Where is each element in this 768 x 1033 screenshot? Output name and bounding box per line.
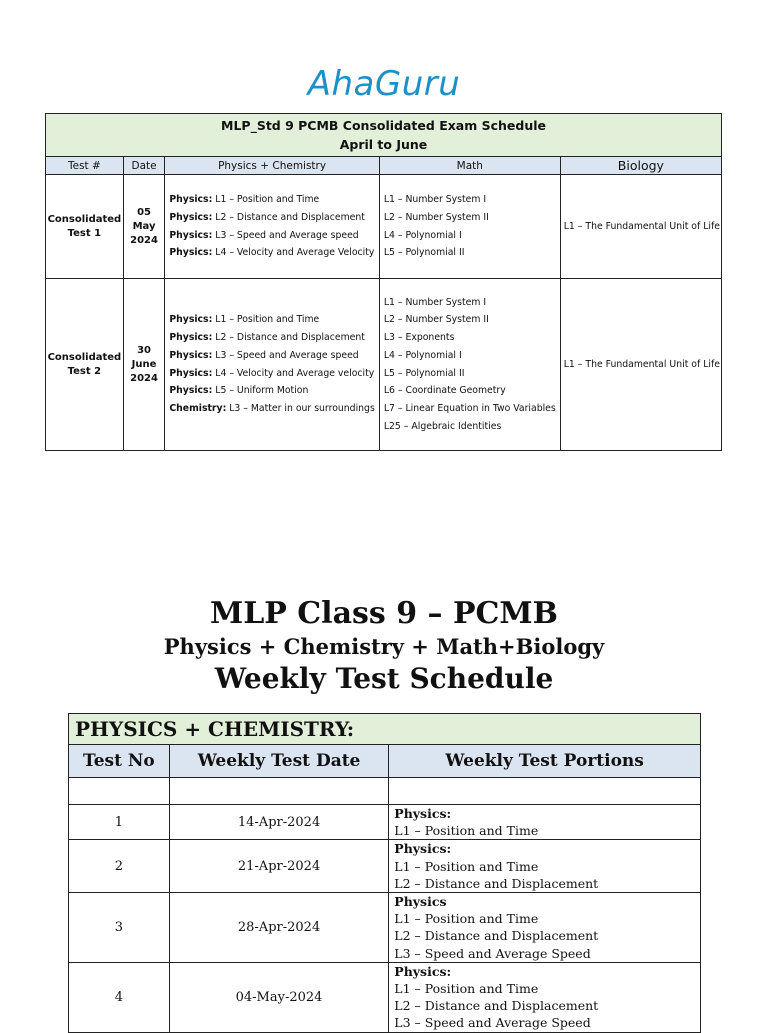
math-portions: L1 – Number System I L2 – Number System II L4 – Polynomial I L5 – Polynomial II (379, 175, 560, 279)
col-header-test-no: Test No (69, 745, 170, 778)
weekly-schedule-heading: Weekly Test Schedule (214, 662, 554, 695)
col-header-date: Date (123, 157, 165, 175)
logo-text: AhaGuru (307, 64, 461, 104)
physics-chemistry-portions: Physics: L1 – Position and Time Physics: L2 – Distance and Displacement Physics: L3 – Speed and Average speed Physics: L4 – Velocity and Average velocity Physics: L5 – Uniform Motion Chemistry: L3 – Matter in our surroundings (165, 279, 379, 451)
consolidated-title: MLP_Std 9 PCMB Consolidated Exam Schedule April to June (46, 114, 722, 157)
physics-chemistry-portions: Physics: L1 – Position and Time Physics: L2 – Distance and Displacement Physics: L3 – Speed and Average speed Physics: L4 – Velocity and Average Velocity (165, 175, 379, 279)
consolidated-header-row (46, 157, 722, 175)
math-portions: L1 – Number System I L2 – Number System II L3 – Exponents L4 – Polynomial I L5 – Polynomial II L6 – Coordinate Geometry L7 – Linear Equation in Two Variables L25 – Algebraic Identities (379, 279, 560, 451)
table-row (46, 279, 722, 451)
test-date: 30 June 2024 (123, 279, 165, 451)
table-row: 2 21-Apr-2024 Physics: L1 – Position and Time L2 – Distance and Displacement (69, 840, 701, 893)
table-row (46, 175, 722, 279)
col-header-weekly-date: Weekly Test Date (169, 745, 389, 778)
table-row: 3 28-Apr-2024 Physics L1 – Position and Time L2 – Distance and Displacement L3 – Speed and Average Speed (69, 893, 701, 963)
biology-portions: L1 – The Fundamental Unit of Life (560, 279, 721, 451)
weekly-page-title: MLP Class 9 – PCMB (209, 596, 558, 631)
col-header-math: Math (379, 157, 560, 175)
ahaguru-logo (0, 62, 768, 106)
section-title: PHYSICS + CHEMISTRY: (69, 714, 701, 745)
biology-portions: L1 – The Fundamental Unit of Life (560, 175, 721, 279)
weekly-test-table (68, 713, 701, 1033)
test-date: 05 May 2024 (123, 175, 165, 279)
consolidated-exam-table (45, 113, 722, 451)
weekly-page-subtitle: Physics + Chemistry + Math+Biology (163, 634, 605, 659)
table-row: 1 14-Apr-2024 Physics: L1 – Position and Time (69, 805, 701, 840)
test-name: Consolidated Test 2 (46, 279, 124, 451)
table-row: 4 04-May-2024 Physics: L1 – Position and Time L2 – Distance and Displacement L3 – Speed and Average Speed (69, 962, 701, 1032)
col-header-biology: Biology (560, 157, 721, 175)
weekly-header-row (69, 745, 701, 778)
test-name: Consolidated Test 1 (46, 175, 124, 279)
col-header-weekly-portions: Weekly Test Portions (389, 745, 701, 778)
empty-row (69, 778, 701, 805)
col-header-test: Test # (46, 157, 124, 175)
col-header-physics-chemistry: Physics + Chemistry (165, 157, 379, 175)
